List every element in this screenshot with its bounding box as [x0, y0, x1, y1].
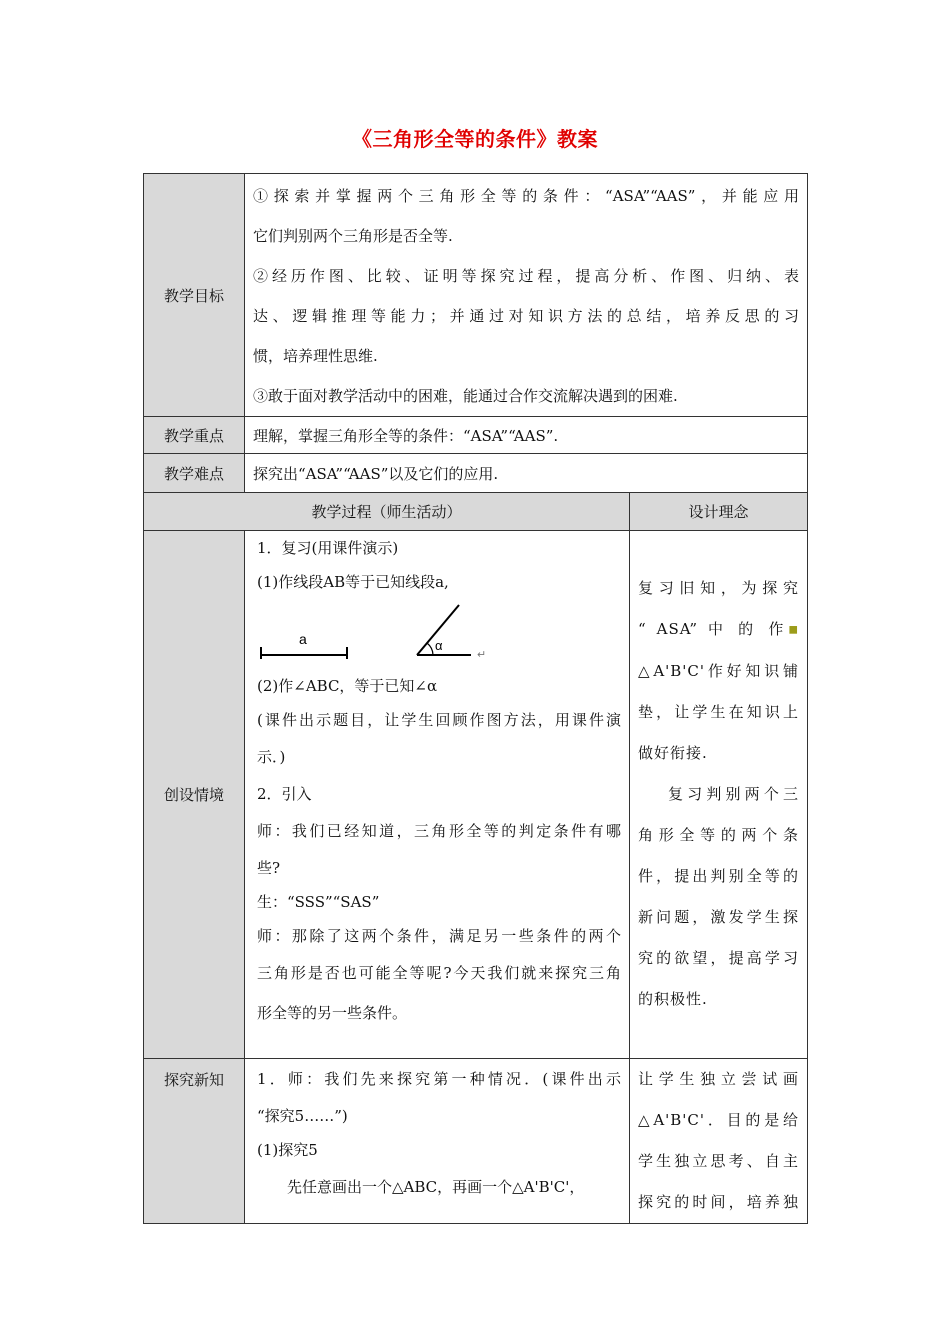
teacher-line: 形全等的另一些条件。 — [257, 1004, 408, 1022]
objective-line: ②经历作图、比较、证明等探究过程，提高分析、作图、归纳、表 — [253, 267, 799, 285]
concept-line: 让学生独立尝试画 — [638, 1070, 799, 1088]
explore-label: 探究新知 — [144, 1059, 245, 1224]
concept-line: △A'B'C'作好知识铺 — [638, 661, 799, 680]
concept-line: 学生独立思考、自主 — [638, 1152, 799, 1170]
process-header: 教学过程（师生活动） — [144, 493, 630, 531]
difficulty-content — [245, 454, 808, 493]
objective-line: 达、逻辑推理等能力；并通过对知识方法的总结，培养反思的习 — [253, 307, 799, 325]
segment-angle-diagram — [257, 599, 497, 669]
explore-line: 1．师：我们先来探究第一种情况．(课件出示 — [257, 1070, 621, 1088]
concept-line: 做好衔接. — [638, 743, 708, 762]
teacher-line: 三角形是否也可能全等呢?今天我们就来探究三角 — [257, 964, 621, 982]
explore-concept — [630, 1059, 808, 1224]
angle-arc — [427, 643, 433, 655]
key-point-label: 教学重点 — [144, 417, 245, 454]
concept-line: △A'B'C'．目的是给 — [638, 1111, 799, 1129]
key-point-text: 理解，掌握三角形全等的条件：“ASA”“AAS”. — [253, 426, 559, 445]
concept-line: 复习旧知，为探究 — [638, 579, 799, 597]
review-step-2: (2)作∠ABC，等于已知∠α — [257, 677, 438, 695]
key-point-content — [245, 417, 808, 454]
concept-header: 设计理念 — [630, 493, 808, 531]
angle-alpha-label: α — [435, 638, 443, 653]
segment-a-label: a — [299, 631, 307, 647]
explore-row — [144, 1059, 808, 1224]
objectives-label: 教学目标 — [144, 174, 245, 417]
key-point-row — [144, 417, 808, 454]
concept-line: 件，提出判别全等的 — [638, 866, 799, 885]
difficulty-row — [144, 454, 808, 493]
difficulty-label: 教学难点 — [144, 454, 245, 493]
review-note-2: 示．) — [257, 748, 286, 766]
concept-line: 的积极性. — [638, 989, 708, 1008]
document-title: 《三角形全等的条件》教案 — [352, 127, 598, 151]
concept-line: 新问题，激发学生探 — [638, 907, 799, 926]
concept-line: 究的欲望，提高学习 — [638, 948, 799, 967]
review-step-1: (1)作线段AB等于已知线段a, — [257, 573, 449, 591]
explore-line: “探究5……”) — [257, 1107, 348, 1125]
objective-line: ①探索并掌握两个三角形全等的条件：“ASA”“AAS”，并能应用 — [253, 187, 799, 205]
concept-line: 复习判别两个三 — [668, 784, 799, 803]
scenario-row — [144, 531, 808, 1059]
concept-line-text: “ ASA” 中 的 作 — [638, 620, 789, 638]
review-title: 1．复习(用课件演示) — [257, 539, 399, 557]
scenario-concept — [630, 531, 808, 1059]
concept-line: 角形全等的两个条 — [638, 825, 799, 844]
scenario-process — [245, 531, 630, 1059]
difficulty-text: 探究出“ASA”“AAS”以及它们的应用. — [253, 464, 499, 483]
concept-line: 垫，让学生在知识上 — [638, 702, 799, 721]
scenario-label: 创设情境 — [144, 531, 245, 1059]
teacher-line: 些? — [257, 859, 281, 877]
teacher-line: 师：那除了这两个条件，满足另一些条件的两个 — [257, 927, 621, 945]
concept-line: 探究的时间，培养独 — [638, 1193, 799, 1211]
objectives-row — [144, 174, 808, 417]
objective-line: 它们判别两个三角形是否全等. — [253, 227, 453, 245]
return-mark: ↵ — [477, 649, 487, 661]
mark-icon: ■ — [788, 624, 799, 636]
explore-line: 先任意画出一个△ABC，再画一个△A'B'C'， — [287, 1178, 585, 1196]
concept-line — [638, 609, 799, 651]
header-row — [144, 493, 808, 531]
explore-line: (1)探究5 — [257, 1141, 318, 1159]
construction-figure — [257, 599, 621, 669]
objective-line: 惯，培养理性思维. — [253, 347, 378, 365]
objectives-content — [245, 174, 808, 417]
explore-process — [245, 1059, 630, 1224]
intro-title: 2．引入 — [257, 785, 312, 803]
teacher-line: 师：我们已经知道，三角形全等的判定条件有哪 — [257, 822, 621, 840]
student-line: 生：“SSS”“SAS” — [257, 893, 380, 911]
lesson-plan-table — [143, 173, 808, 1224]
objective-line: ③敢于面对教学活动中的困难，能通过合作交流解决遇到的困难. — [253, 387, 678, 405]
review-note-1: (课件出示题目，让学生回顾作图方法，用课件演 — [257, 711, 621, 729]
